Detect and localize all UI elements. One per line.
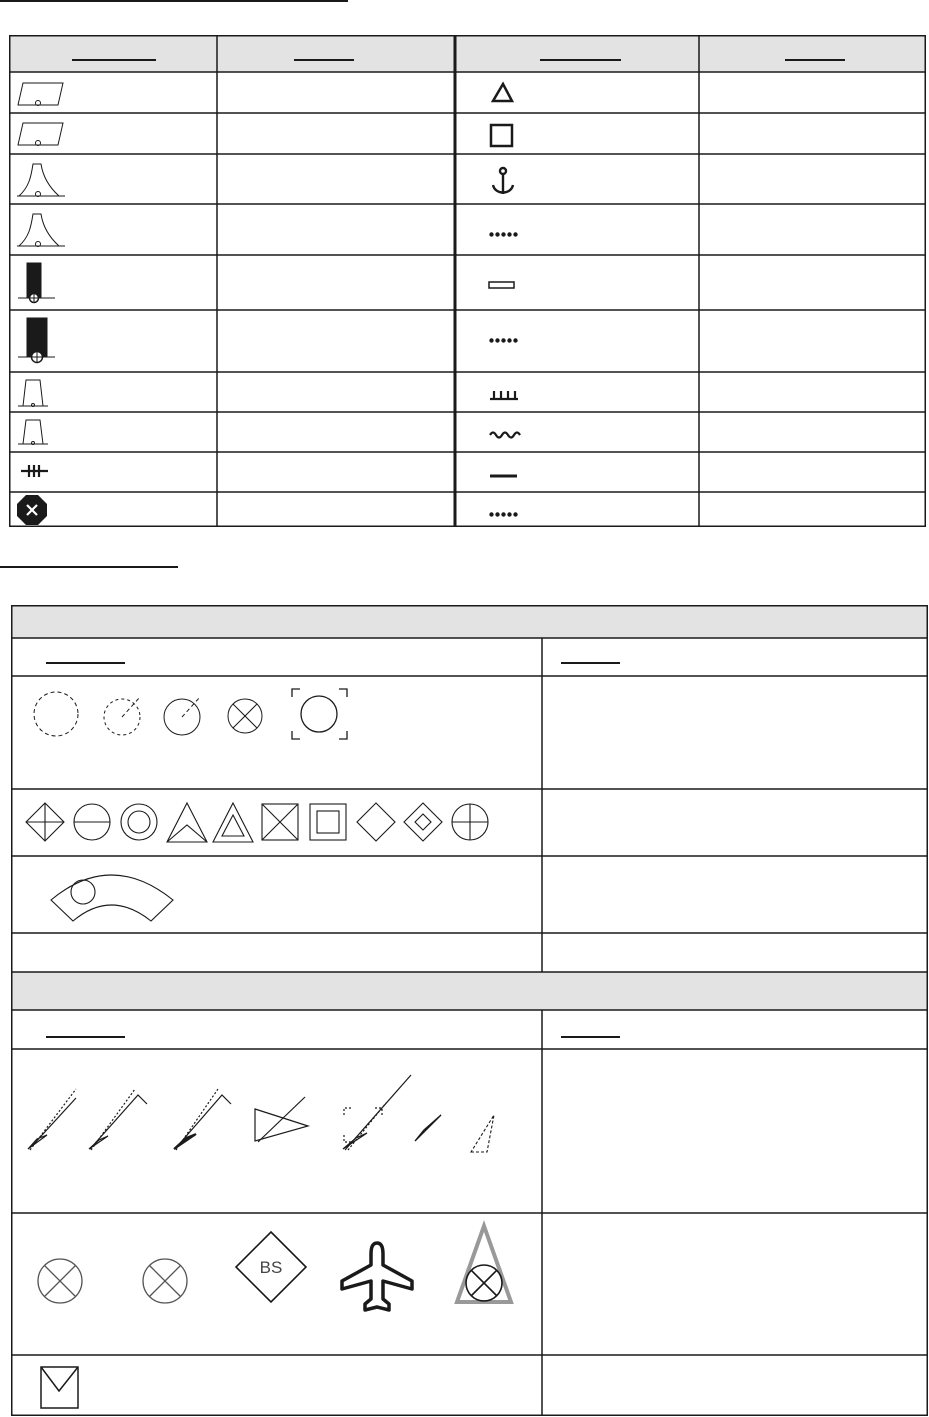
- hatched-line-icon: [21, 465, 48, 477]
- circle-plus-icon: [452, 804, 488, 840]
- small-wedge-icon: [415, 1115, 441, 1141]
- double-square-icon: [310, 804, 346, 840]
- octagon-cross-icon: [17, 495, 47, 525]
- anchor-icon: [493, 168, 513, 194]
- diamond-icon: [357, 803, 395, 841]
- dotted-wedge-hook-icon: [89, 1089, 147, 1150]
- bracketed-circle-icon: [292, 689, 347, 739]
- table1-row-lines: [9, 72, 926, 492]
- parallelogram-icon: [18, 83, 63, 106]
- open-bar-icon: [489, 282, 514, 288]
- crossed-wedge-icon: [255, 1097, 308, 1142]
- double-triangle-icon: [213, 803, 253, 842]
- circled-x-icon: [38, 1259, 82, 1303]
- circled-x-icon: [143, 1259, 187, 1303]
- crossed-square-icon: [262, 804, 298, 840]
- dashed-circle-icon: [34, 692, 78, 736]
- trapezoid-icon: [18, 380, 48, 407]
- dashed-wedge-icon: [471, 1115, 494, 1152]
- circle-arrow-icon: [164, 697, 200, 735]
- crossed-circle-icon: [228, 699, 262, 733]
- double-circle-icon: [121, 804, 157, 840]
- filled-block-icon: [18, 263, 55, 303]
- wave-icon: [490, 433, 520, 438]
- diamond-plus-icon: [26, 803, 64, 841]
- symbol-table-2: [11, 605, 928, 1416]
- bracketed-wedge-icon: [343, 1075, 411, 1150]
- filled-block-large-icon: [18, 318, 55, 363]
- dotted-line-icon: [489, 232, 517, 236]
- comb-icon: [490, 391, 518, 399]
- triangle-icon: [493, 84, 512, 101]
- double-diamond-icon: [404, 803, 442, 841]
- airplane-icon: [342, 1243, 412, 1310]
- triangle-point-icon: [167, 803, 207, 842]
- trapezoid-icon: [18, 420, 48, 445]
- section-heading-rule-1: [0, 0, 348, 2]
- envelope-icon: [41, 1367, 78, 1408]
- table1-header-row: [9, 35, 926, 72]
- dotted-line-icon: [489, 512, 517, 516]
- bs-diamond-icon: [236, 1232, 306, 1302]
- symbol-table-1: [9, 35, 926, 527]
- bs-diamond-text: BS: [259, 1258, 283, 1277]
- triangle-circled-x-icon: [457, 1226, 511, 1302]
- parallelogram-icon: [18, 123, 63, 146]
- table2-section-header-1: [11, 605, 928, 638]
- dashed-circle-arrow-icon: [104, 697, 140, 735]
- flared-tower-icon: [17, 164, 65, 197]
- dotted-line-icon: [489, 338, 517, 342]
- square-icon: [491, 125, 512, 146]
- dotted-wedge-icon: [28, 1089, 76, 1150]
- flared-tower-icon: [17, 214, 65, 247]
- circle-bar-icon: [74, 804, 110, 840]
- arc-segment-icon: [51, 875, 173, 921]
- table2-section-header-2: [11, 972, 928, 1010]
- section-heading-rule-2: [0, 566, 178, 568]
- filled-wedge-hook-icon: [174, 1089, 231, 1150]
